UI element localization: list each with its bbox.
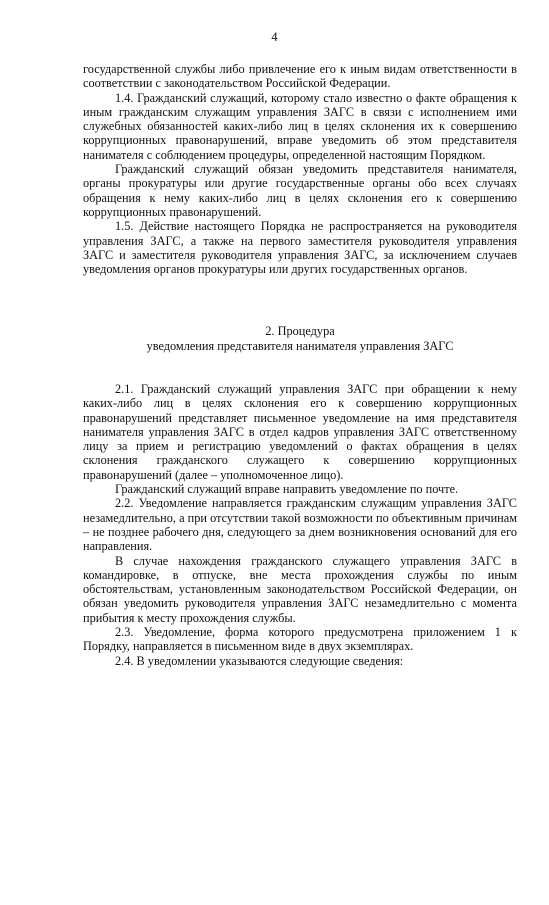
paragraph-2-3: 2.3. Уведомление, форма которого предусмотрена приложением 1 к Порядку, направляется в письменном виде в двух экземплярах.: [83, 625, 517, 654]
paragraph-1-5: 1.5. Действие настоящего Порядка не распространяется на руководителя управления ЗАГС, а также на первого заместителя руководителя управления ЗАГС и заместителя руководителя управления ЗАГС, за исключением случаев уведомления органов прокуратуры или других государственных органов.: [83, 219, 517, 277]
paragraph-business-trip: В случае нахождения гражданского служащего управления ЗАГС в командировке, в отпуске, вне места прохождения службы по иным обстоятельствам, установленным законодательством Российской Федерации, он обязан уведомить руководителя управления ЗАГС незамедлительно с момента прибытия к месту прохождения службы.: [83, 553, 517, 625]
section-2-heading: [83, 324, 517, 354]
paragraph-notify-obligation: Гражданский служащий обязан уведомить представителя нанимателя, органы прокуратуры или другие государственные органы обо всех случаях обращения к нему каких-либо лиц в целях склонения его к совершению коррупционных правонарушений.: [83, 162, 517, 219]
paragraph-2-4: 2.4. В уведомлении указываются следующие сведения:: [115, 653, 404, 668]
paragraph-mail-option: Гражданский служащий вправе направить уведомление по почте.: [115, 482, 459, 497]
paragraph-2-1: 2.1. Гражданский служащий управления ЗАГС при обращении к нему каких-либо лиц в целях склонения его к совершению коррупционных правонарушений представляет письменное уведомление на имя представителя нанимателя управления ЗАГС в отдел кадров управления ЗАГС ответственному лицу за прием и регистрацию уведомлений о фактах обращения в целях склонения гражданского служащего к совершению коррупционных правонарушений (далее – уполномоченное лицо).: [83, 382, 517, 482]
section-1-body: [83, 62, 517, 276]
paragraph-continuation: государственной службы либо привлечение его к иным видам ответственности в соответствии с законодательством Российской Федерации.: [83, 62, 517, 91]
heading-line-1: 2. Процедура: [265, 324, 335, 338]
heading-line-2: уведомления представителя нанимателя управления ЗАГС: [146, 339, 454, 353]
page-number: 4: [271, 30, 278, 44]
paragraph-2-2: 2.2. Уведомление направляется гражданским служащим управления ЗАГС незамедлительно, а при отсутствии такой возможности по объективным причинам – не позднее рабочего дня, следующего за днем возникновения оснований для его направления.: [83, 496, 517, 554]
paragraph-1-4: 1.4. Гражданский служащий, которому стало известно о факте обращения к иным гражданским служащим управления ЗАГС в связи с исполнением ими служебных обязанностей каких-либо лиц в целях склонения их к совершению коррупционных правонарушений, вправе уведомить об этом представителя нанимателя с соблюдением процедуры, определенной настоящим Порядком.: [83, 90, 517, 162]
section-2-body: [83, 382, 517, 668]
